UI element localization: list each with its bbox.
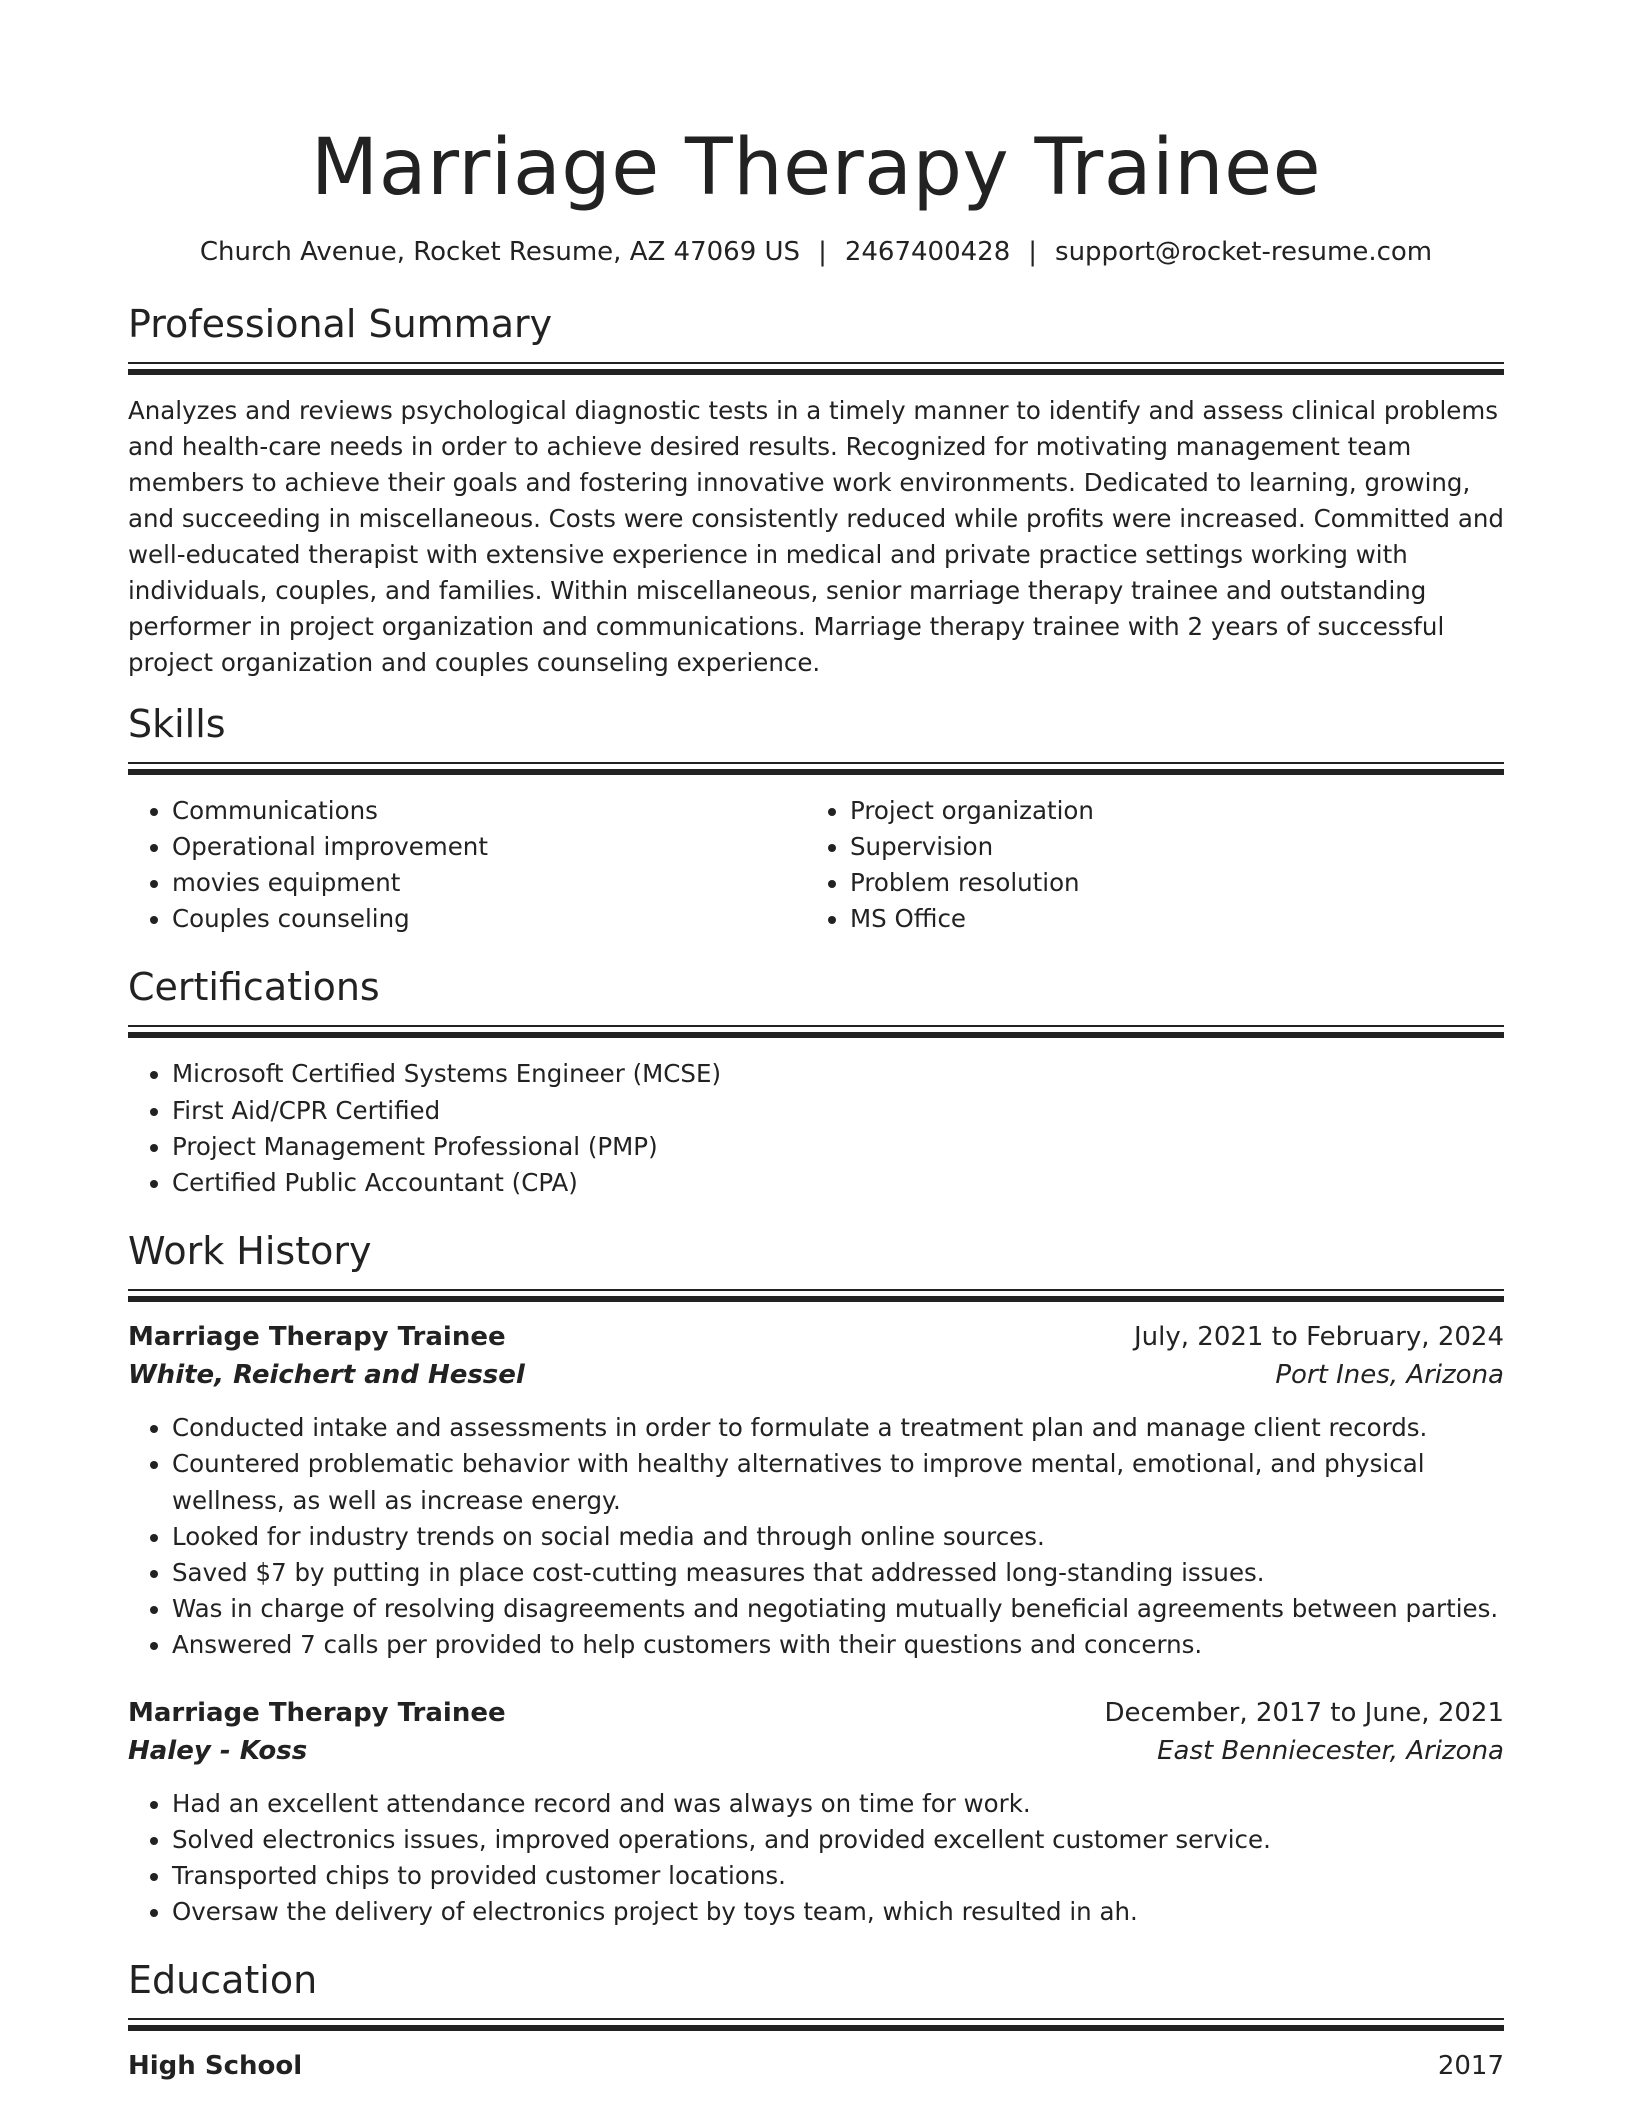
job-duty-item: • Transported chips to provided customer locations. [172,1858,1504,1894]
contact-line [128,234,1504,270]
certification-item: • First Aid/CPR Certified [172,1093,1504,1129]
job-duty-item: • Looked for industry trends on social media and through online sources. [172,1519,1504,1555]
job-duty-item: • Answered 7 calls per provided to help customers with their questions and concerns. [172,1627,1504,1663]
job-subheader [128,1356,1504,1394]
certifications-list [128,1056,1504,1201]
candidate-name: Marriage Therapy Trainee [310,123,1322,213]
job-duty-item: • Countered problematic behavior with healthy alternatives to improve mental, emotional, and physical wellness, as well as increase energy. [172,1446,1504,1518]
education-year: 2017 [1437,2051,1504,2082]
certification-item: • Microsoft Certified Systems Engineer (MCSE) [172,1056,1504,1092]
job-header [128,1318,1504,1356]
section-title-education: Education [128,1958,318,2003]
job-duty-item: • Had an excellent attendance record and was always on time for work. [172,1786,1504,1822]
skills-section [128,700,1504,938]
contact-address: Church Avenue, Rocket Resume, AZ 47069 US [199,237,801,267]
skill-item: • Operational improvement [172,829,806,865]
job-duty-item: • Oversaw the delivery of electronics project by toys team, which resulted in ah. [172,1894,1504,1930]
skills-list-left [128,793,806,938]
skill-item: • Couples counseling [172,901,806,937]
skill-item: • Project organization [850,793,1484,829]
job-company: White, Reichert and Hessel [128,1360,525,1391]
section-divider [128,762,1504,775]
skill-item: • Supervision [850,829,1484,865]
job-header [128,1694,1504,1732]
certifications-section [128,963,1504,1201]
work-history-section [128,1227,1504,1930]
skills-grid [128,793,1504,938]
job-company: Haley - Koss [128,1735,308,1766]
job-duty-item: • Was in charge of resolving disagreements and negotiating mutually beneficial agreements between parties. [172,1591,1504,1627]
job-location: East Benniecester, Arizona [1157,1735,1504,1766]
section-divider [128,1289,1504,1302]
job-title: Marriage Therapy Trainee [128,1322,506,1353]
section-divider [128,1025,1504,1038]
certification-item: • Certified Public Accountant (CPA) [172,1165,1504,1201]
summary-section [128,300,1504,681]
job-duty-item: • Saved $7 by putting in place cost-cutting measures that addressed long-standing issues. [172,1555,1504,1591]
contact-phone: 2467400428 [844,237,1011,267]
skill-item: • Communications [172,793,806,829]
contact-email: support@rocket-resume.com [1055,237,1433,267]
section-title-work-history: Work History [128,1229,372,1274]
education-section [128,1956,1504,2085]
section-divider [128,2018,1504,2031]
skill-item: • MS Office [850,901,1484,937]
job-duties-list [128,1786,1504,1931]
summary-text: Analyzes and reviews psychological diagnostic tests in a timely manner to identify and assess clinical problems and health-care needs in order to achieve desired results. Recognized for motivating management team members to achieve their goals and fostering innovative work environments. Dedicated to learning, growing, and succeeding in miscellaneous. Costs were consistently reduced while profits were increased. Committed and well-educated therapist with extensive experience in medical and private practice settings working with individuals, couples, and families. Within miscellaneous, senior marriage therapy trainee and outstanding performer in project organization and communications. Marriage therapy trainee with 2 years of successful project organization and couples counseling experience. [128,396,1504,677]
job-dates: December, 2017 to June, 2021 [1104,1697,1504,1728]
contact-separator: | [818,237,827,267]
job-title: Marriage Therapy Trainee [128,1697,506,1728]
education-entry [128,2047,1504,2085]
job-duty-item: • Conducted intake and assessments in order to formulate a treatment plan and manage client records. [172,1410,1504,1446]
job-subheader [128,1732,1504,1770]
section-title-skills: Skills [128,701,226,746]
job-entry [128,1318,1504,1663]
skill-item: • movies equipment [172,865,806,901]
job-entry [128,1694,1504,1931]
job-duty-item: • Solved electronics issues, improved operations, and provided excellent customer service. [172,1822,1504,1858]
education-degree: High School [128,2051,303,2082]
job-location: Port Ines, Arizona [1275,1360,1504,1391]
job-dates: July, 2021 to February, 2024 [1134,1322,1504,1353]
section-divider [128,362,1504,375]
resume-page [128,118,1504,2085]
section-title-certifications: Certifications [128,965,380,1010]
job-duties-list [128,1410,1504,1663]
skills-column-left [128,793,806,938]
skills-list-right [806,793,1484,938]
contact-separator: | [1028,237,1038,267]
section-title-summary: Professional Summary [128,302,553,346]
skill-item: • Problem resolution [850,865,1484,901]
skills-column-right [806,793,1484,938]
certification-item: • Project Management Professional (PMP) [172,1129,1504,1165]
